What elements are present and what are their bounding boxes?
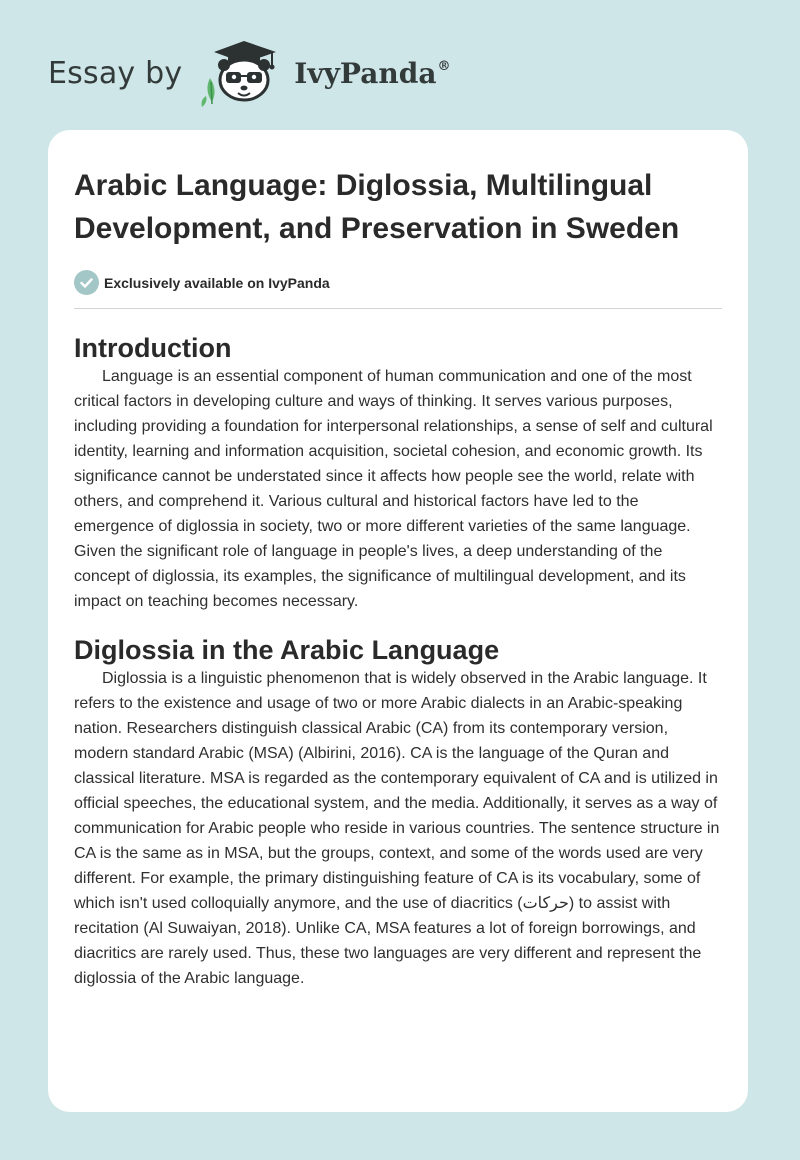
brand-name[interactable]: IvyPanda® [294,56,451,90]
panda-graduate-icon[interactable] [196,38,288,108]
article-card [48,130,748,1112]
exclusive-badge [74,270,722,295]
title-divider [74,308,722,309]
section-heading-introduction: Introduction [74,333,232,363]
check-circle-icon [74,270,99,295]
exclusive-label: Exclusively available on IvyPanda [104,274,330,291]
site-header [48,38,450,108]
paragraph-diglossia: Diglossia is a linguistic phenomenon that is widely observed in the Arabic language. It refers to the existence and usage of two or more Arabic dialects in an Arabic-speaking nation. Researchers distinguish classical Arabic (CA) from its contemporary version, modern standard Arabic (MSA) (Albirini, 2016). CA is the language of the Quran and classical literature. MSA is regarded as the contemporary equivalent of CA and is utilized in official speeches, the educational system, and the media. Additionally, it serves as a way of communication for Arabic people who reside in various countries. The sentence structure in CA is the same as in MSA, but the groups, context, and some of the words used are very different. For example, the primary distinguishing feature of CA is its vocabulary, some of which isn't used colloquially anymore, and the use of diacritics (حركات) to assist with recitation (Al Suwaiyan, 2018). Unlike CA, MSA features a lot of foreign borrowings, and diacritics are rarely used. Thus, these two languages are very different and represent the diglossia of the Arabic language. [74,670,720,987]
registered-mark: ® [437,58,451,74]
section-heading-diglossia: Diglossia in the Arabic Language [74,635,500,665]
article-title: Arabic Language: Diglossia, Multilingual Development, and Preservation in Sweden [74,169,680,245]
paragraph-introduction: Language is an essential component of human communication and one of the most critical factors in developing culture and ways of thinking. It serves various purposes, including providing a foundation for interpersonal relationships, a sense of self and cultural identity, learning and information acquisition, societal cohesion, and economic growth. Its significance cannot be understated since it affects how people see the world, relate with others, and comprehend it. Various cultural and historical factors have led to the emergence of diglossia in society, two or more different varieties of the same language. Given the significant role of language in people's lives, a deep understanding of the concept of diglossia, its examples, the significance of multilingual development, and its impact on teaching becomes necessary. [74,368,713,610]
essay-by-label: Essay by [48,55,183,91]
